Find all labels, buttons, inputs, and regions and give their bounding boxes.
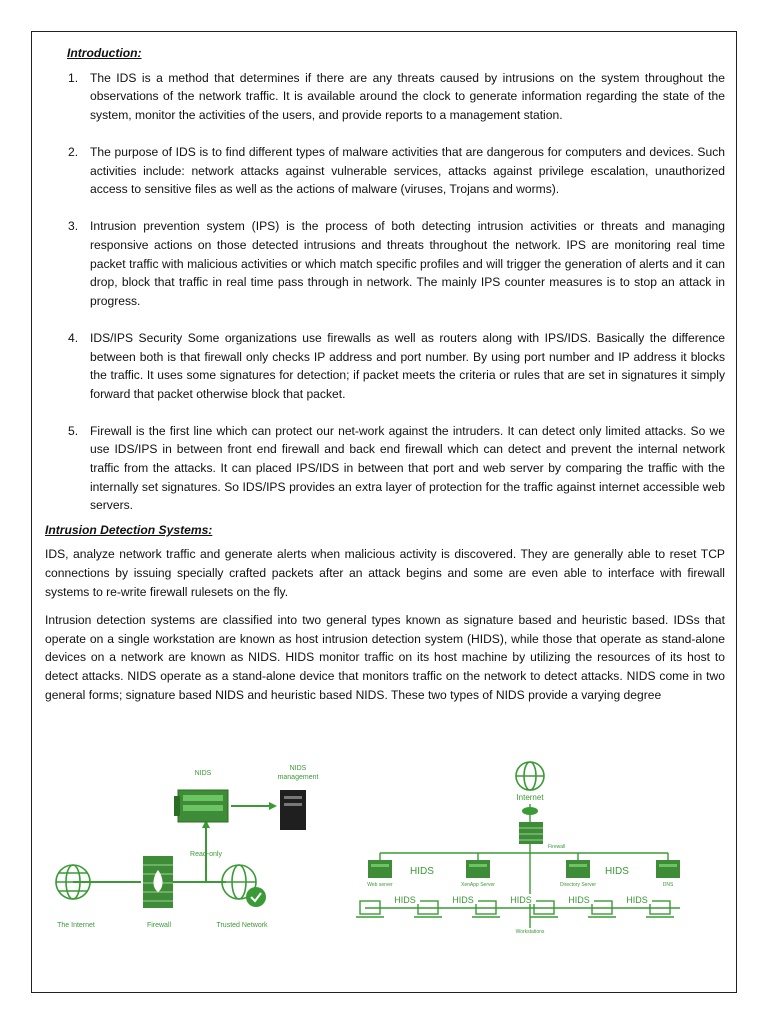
list-item [45,69,725,125]
nids-management-label-1: NIDS [289,765,307,772]
read-only-label: Read-only [190,851,222,858]
workstations-label: Workstations [515,929,545,935]
firewall-icon [143,856,173,908]
list-text: The IDS is a method that determines if there are any threats caused by intrusions on the system throughout the observations of the network traffic. It is available around the clock to generate information regarding the state of the system, monitor the activities of the users, and provide reports to a management station. [90,70,725,122]
list-number: 2. [68,144,79,159]
dns-label: DNS [662,882,674,888]
list-item [45,217,725,310]
router-icon [522,807,538,815]
list-text: Intrusion prevention system (IPS) is the process of both detecting intrusion activities or threats and managing responsive actions on those detected intrusions and threats throughout the network. IPS are monitoring real time packet traffic with malicious activities or which match specific profiles and will trigger the generation of alerts and it can drop, block that traffic in real time pass through in network. The mainly IPS counter measures is to stop an attack in progress. [90,219,725,308]
hids-label: HIDS [605,866,629,877]
hids-diagram [350,758,695,936]
nids-diagram [46,758,336,936]
internet-label: The Internet [57,922,95,929]
firewall-label: Firewall [548,844,566,850]
hids-label: HIDS [410,866,434,877]
xenapp-server-label: XenApp Server [461,882,495,888]
trusted-network-label: Trusted Network [216,922,268,929]
ids-heading: Intrusion Detection Systems: [45,522,213,537]
list-text: Firewall is the first line which can protect our net-work against the intruders. It can detect only limited attacks. So we use IDS/IPS in between front end firewall and back end firewall which can detect and prevent the internal network traffic from the attacks. It can placed IPS/IDS in between that port and web server by comparing the traffic with the internally set signatures. So IDS/IPS provides an extra layer of protection for the traffic against internet accessible web servers. [90,423,725,513]
ids-paragraph-2: Intrusion detection systems are classified into two general types known as signature based and heuristic based. IDSs that operate on a single workstation are known as host intrusion detection system (HIDS), while those that operate as stand-alone devices on a network are known as NIDS. HIDS monitor traffic on its host machine by utilizing the resources of its host to detect attacks. NIDS operate as a stand-alone device that monitors traffic on the network to detect attacks. NIDS come in two general forms; signature based NIDS and heuristic based NIDS. These two types of NIDS provide a varying degree [45,613,725,702]
list-number: 3. [68,219,79,234]
hids-label: HIDS [510,895,532,905]
list-number: 5. [68,423,79,438]
directory-server-label: Directory Server [559,882,597,888]
hids-label: HIDS [452,895,474,905]
xenapp-server-icon [466,860,490,878]
firewall-label: Firewall [146,922,172,929]
list-number: 1. [68,70,79,85]
list-item [45,422,725,515]
hids-label: HIDS [568,895,590,905]
management-server-icon [280,790,306,830]
firewall-icon [519,822,543,844]
list-number: 4. [68,330,79,345]
internet-globe-icon [56,865,90,899]
introduction-heading: Introduction: [67,46,142,60]
directory-server-icon [566,860,590,878]
internet-globe-icon [516,762,544,790]
nids-label: NIDS [194,770,212,777]
web-server-icon [368,860,392,878]
introduction-list [45,69,725,515]
list-text: The purpose of IDS is to find different types of malware activities that are dangerous for computers and devices. Such activities include: network attacks against vulnerable services, attacks against privilege escalation, unauthorized access to sensitive files as well as the actions of malware (viruses, Trojans and worms). [90,144,725,197]
list-item [45,143,725,199]
internet-label: Internet [516,793,544,802]
trusted-network-icon [222,865,266,907]
list-item [45,329,725,403]
nids-sensor-icon [174,790,228,822]
hids-label: HIDS [394,895,416,905]
nids-management-label-2: management [277,774,319,781]
dns-server-icon [656,860,680,878]
list-text: IDS/IPS Security Some organizations use firewalls as well as routers along with IPS/IDS. Basically the difference between both is that firewall only checks IP address and port number. By using port number and IP address it blocks the traffic. It uses some signatures for detection; if packet meets the criteria or rules that are set in signatures it simply forward that packet otherwise block that packet. [90,330,725,401]
hids-label: HIDS [626,895,648,905]
document-body [45,44,725,714]
web-server-label: Web server [367,882,393,888]
ids-paragraph-1: IDS, analyze network traffic and generate alerts when malicious activity is discovered. They are generally able to reset TCP connections by issuing specially crafted packets after an attack begins and some are even able to interface with firewall systems to re-write firewall rulesets on the fly. [45,547,725,599]
